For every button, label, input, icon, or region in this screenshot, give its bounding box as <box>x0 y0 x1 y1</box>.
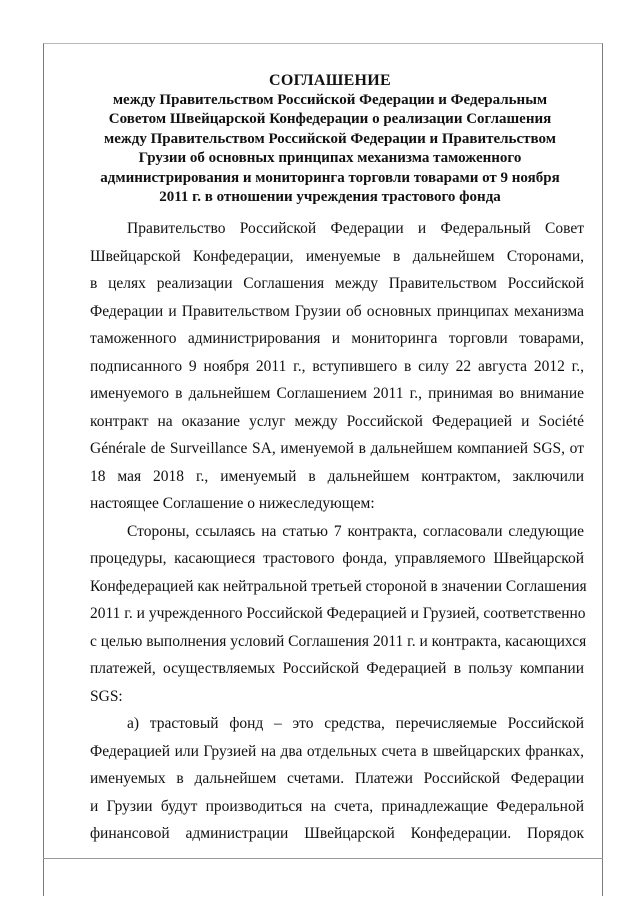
document-body <box>90 215 587 848</box>
text-line: SGS: <box>90 687 123 705</box>
bottom-rule <box>43 858 603 859</box>
subtitle-line: 2011 г. в отношении учреждения трастового фонда <box>159 189 501 206</box>
text-line: процедуры, касающиеся трастового фонда, управляемого Швейцарской <box>90 550 584 567</box>
text-line: Федерацией или Грузией на два отдельных счета в швейцарских франках, <box>90 742 584 760</box>
text-line: именуемого в дальнейшем Соглашением 2011 г., принимая во внимание <box>90 385 584 402</box>
text-line: подписанного 9 ноября 2011 г., вступившего в силу 22 августа 2012 г., <box>90 357 584 375</box>
text-line: именуемых в дальнейшем счетами. Платежи Российской Федерации <box>90 770 584 787</box>
text-line: а) трастовый фонд – это средства, перечисляемые Российской <box>127 715 584 732</box>
text-line: настоящее Соглашение о нижеследующем: <box>90 495 375 512</box>
subtitle-line: Грузии об основных принципах механизма таможенного <box>138 150 522 167</box>
text-line: 18 мая 2018 г., именуемый в дальнейшем контрактом, заключили <box>90 467 584 485</box>
subtitle-line: Советом Швейцарской Конфедерации о реализации Соглашения <box>108 111 552 128</box>
paragraph-parties <box>90 215 584 518</box>
document-title: СОГЛАШЕНИЕ <box>268 72 392 89</box>
text-line: Конфедерацией как нейтральной третьей стороной в значении Соглашения <box>90 577 587 595</box>
subtitle-line: администрирования и мониторинга торговли товарами от 9 ноября <box>100 169 560 186</box>
paragraph-clause-a <box>90 710 584 848</box>
text-line: контракт на оказание услуг между Российской Федерацией и Société <box>90 412 584 430</box>
text-line: и Грузии будут производиться на счета, принадлежащие Федеральной <box>90 797 584 815</box>
text-line: Générale de Surveillance SA, именуемой в дальнейшем компанией SGS, от <box>90 440 584 457</box>
text-line: Швейцарской Конфедерации, именуемые в дальнейшем Сторонами, <box>90 247 584 265</box>
text-line: платежей, осуществляемых Российской Федерацией в пользу компании <box>90 660 584 677</box>
document-heading <box>90 70 570 207</box>
subtitle-line: между Правительством Российской Федерации и Правительством <box>104 130 556 147</box>
subtitle-line: между Правительством Российской Федерации и Федеральным <box>112 92 548 108</box>
text-line: Стороны, ссылаясь на статью 7 контракта, согласовали следующие <box>127 522 584 540</box>
text-line: с целью выполнения условий Соглашения 2011 г. и контракта, касающихся <box>90 632 587 650</box>
text-line: таможенного администрирования и мониторинга торговли товарами, <box>90 330 584 347</box>
text-line: финансовой администрации Швейцарской Конфедерации. Порядок <box>90 825 584 842</box>
paragraph-procedures <box>90 518 587 711</box>
text-line: Федерации и Правительством Грузии об основных принципах механизма <box>90 302 584 320</box>
text-line: в целях реализации Соглашения между Правительством Российской <box>90 275 584 292</box>
text-line: 2011 г. и учрежденного Российской Федерацией и Грузией, соответственно <box>90 605 586 622</box>
text-line: Правительство Российской Федерации и Федеральный Совет <box>127 220 584 237</box>
